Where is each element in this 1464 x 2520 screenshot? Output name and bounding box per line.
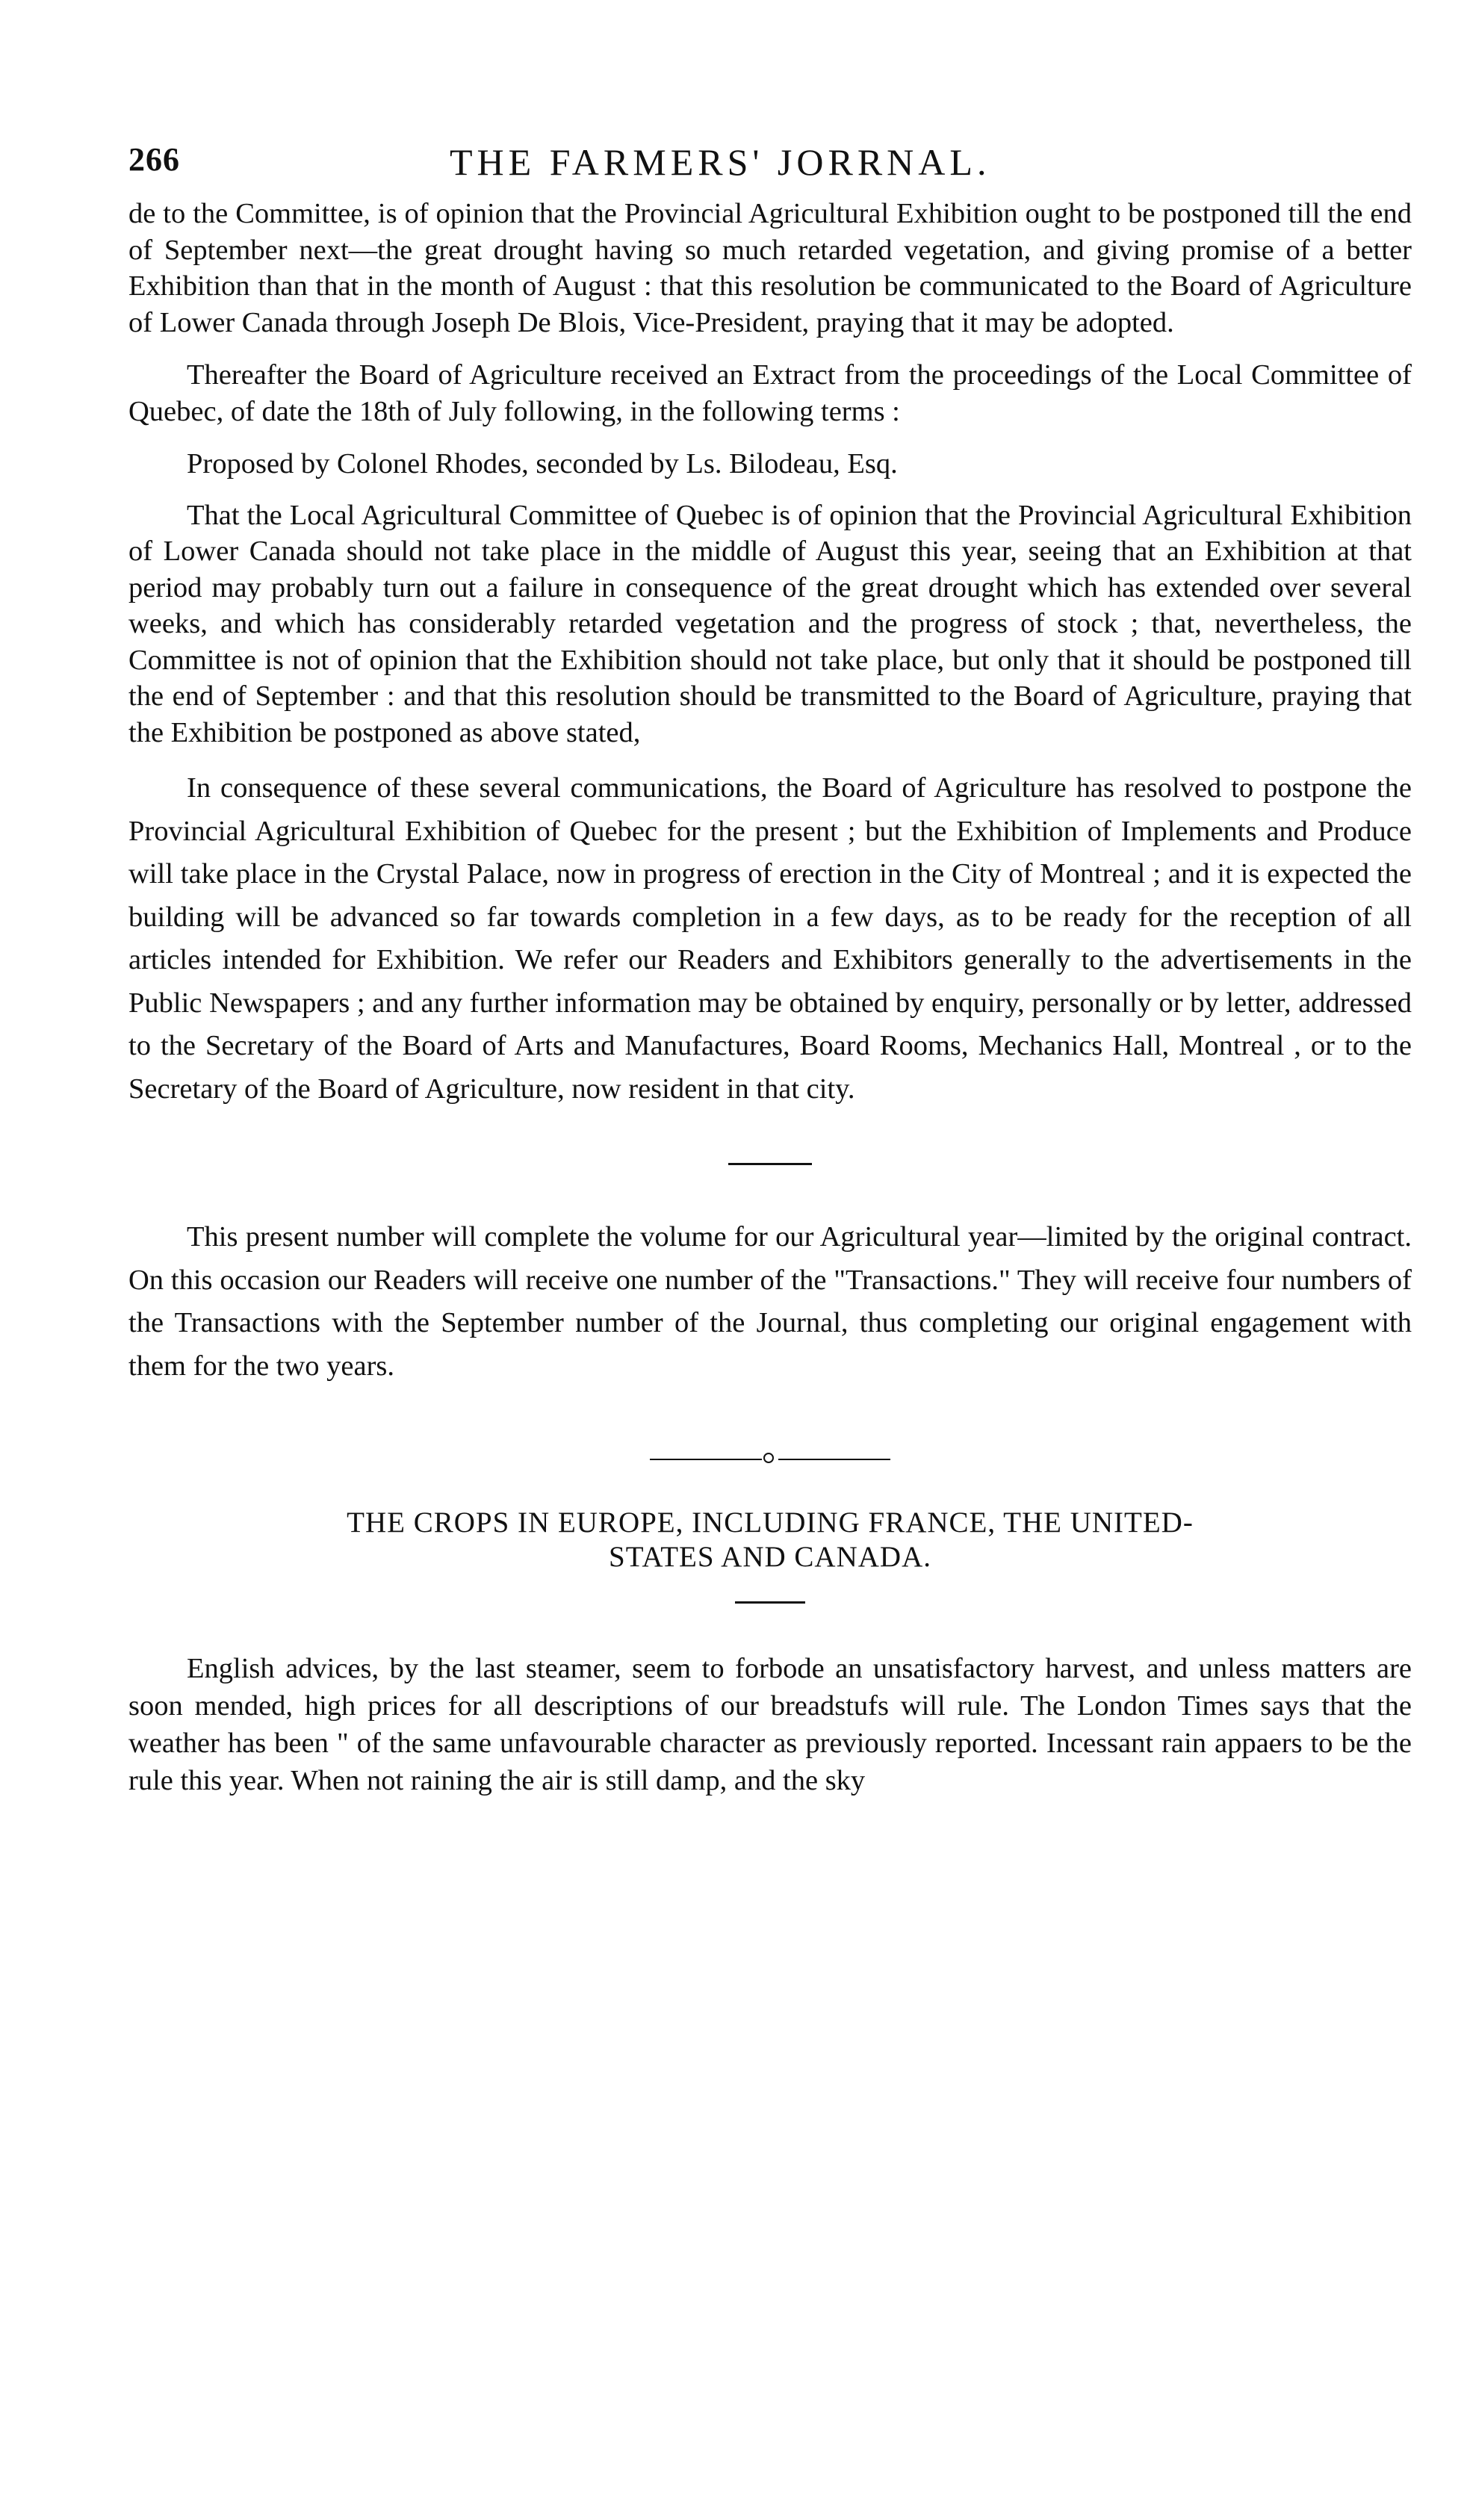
section-heading <box>128 1506 1412 1574</box>
section-divider-rule <box>728 1163 812 1165</box>
paragraph-volume-notice: This present number will complete the volume for our Agricultural year—limited by the original contract. On this occasion our Readers will receive one number of the "Transactions." They will receive four numbers of the Transactions with the September number of the Journal, thus completing our original engagement with them for the two years. <box>128 1221 1412 1382</box>
ornament-line-left <box>650 1459 762 1460</box>
paragraph-continuation: de to the Committee, is of opinion that the Provincial Agricultural Exhibition ought to be postponed till the end of September next—the great drought having so much retarded vegetation, and giving promise of a better Exhibition than that in the month of August : that this resolution be communicated to the Board of Agriculture of Lower Canada through Joseph De Blois, Vice-President, praying that it may be adopted. <box>128 198 1412 338</box>
paragraph-extract: Thereafter the Board of Agriculture received an Extract from the proceedings of the Local Committee of Quebec, of date the 18th of July following, in the following terms : <box>128 359 1412 427</box>
ornament-line-right <box>778 1459 890 1460</box>
paragraph-resolution: That the Local Agricultural Committee of Quebec is of opinion that the Provincial Agricultural Exhibition of Lower Canada should not take place in the middle of August this year, seeing that an Exhibition at that period may probably turn out a failure in consequence of the great drought which has extended over several weeks, and which has considerably retarded vegetation and the progress of stock ; that, nevertheless, the Committee is not of opinion that the Exhibition should not take place, but only that it should be postponed till the end of September : and that this resolution should be transmitted to the Board of Agriculture, praying that the Exhibition be postponed as above stated, <box>128 499 1412 748</box>
heading-rule <box>735 1601 805 1604</box>
journal-title: THE FARMERS' JORRNAL. <box>450 141 991 183</box>
paragraph-proposal: Proposed by Colonel Rhodes, seconded by Ls. Bilodeau, Esq. <box>187 448 898 480</box>
paragraph-postponement: In consequence of these several communications, the Board of Agriculture has resolved to postpone the Provincial Agricultural Exhibition of Quebec for the present ; but the Exhibition of Implements and Produce will take place in the Crystal Palace, now in progress of erection in the City of Montreal ; and it is expected the building will be advanced so far towards completion in a few days, as to be ready for the reception of all articles intended for Exhibition. We refer our Readers and Exhibitors generally to the advertisements in the Public Newspapers ; and any further information may be obtained by enquiry, personally or by letter, addressed to the Secretary of the Board of Arts and Manufactures, Board Rooms, Mechanics Hall, Montreal , or to the Secretary of the Board of Agriculture, now resident in that city. <box>128 772 1412 1105</box>
paragraph-crops-report: English advices, by the last steamer, seem to forbode an unsatisfactory harvest, and unless matters are soon mended, high prices for all descriptions of our breadstufs will rule. The London Times says that the weather has been " of the same unfavourable character as previously reported. Incessant rain appaers to be the rule this year. When not raining the air is still damp, and the sky <box>128 1653 1412 1796</box>
running-head <box>128 140 1419 185</box>
section-heading-line-2: STATES AND CANADA. <box>609 1541 931 1573</box>
article-body <box>128 196 1412 1799</box>
page-number: 266 <box>128 141 180 178</box>
ornamental-divider <box>650 1452 890 1467</box>
section-heading-line-1: THE CROPS IN EUROPE, INCLUDING FRANCE, THE UNITED- <box>347 1506 1194 1539</box>
ornament-circle-icon <box>763 1453 774 1463</box>
